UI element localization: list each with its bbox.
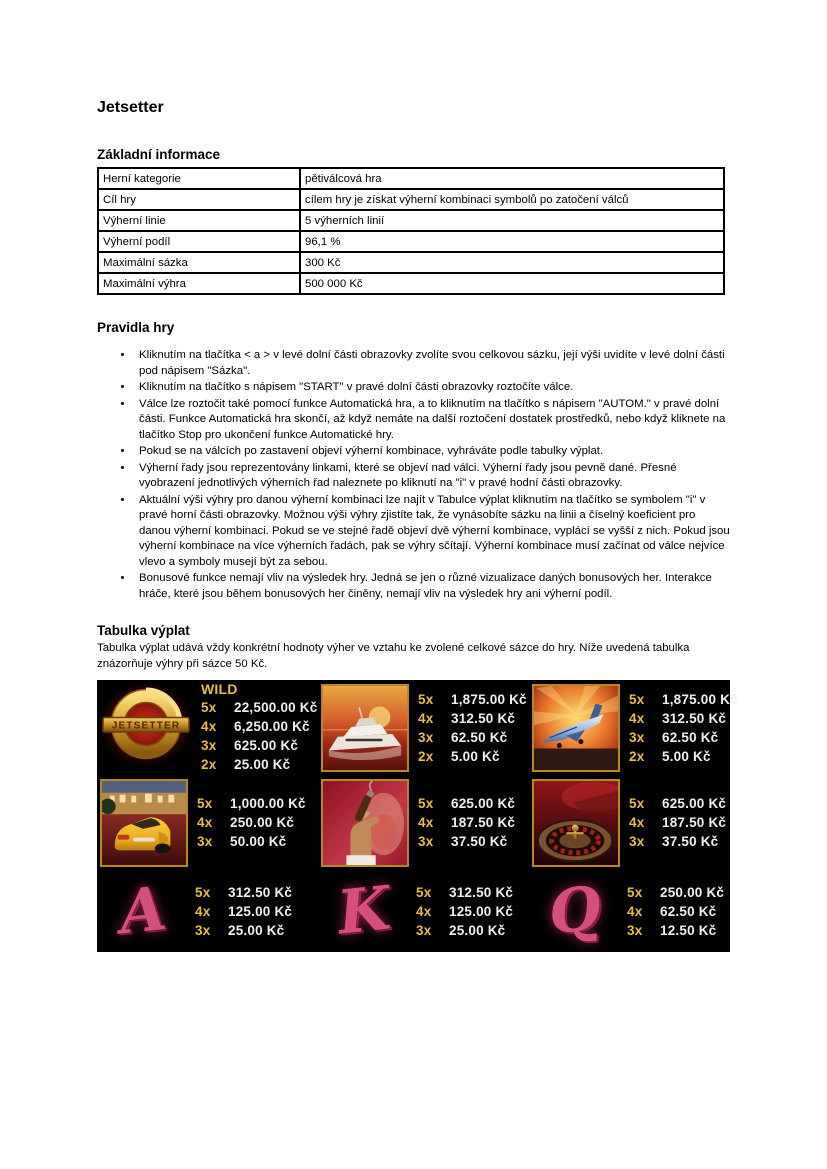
payout-multiplier: 4x: [197, 815, 213, 830]
payout-multiplier: 3x: [195, 922, 211, 938]
payout-value: 37.50 Kč: [662, 834, 719, 849]
payout-line: [627, 921, 724, 940]
payout-value: 50.00 Kč: [230, 834, 287, 849]
table-row: [98, 231, 724, 252]
payout-multiplier: 4x: [418, 710, 434, 726]
payout-multiplier: 4x: [195, 903, 211, 919]
paytable-cell-wild: [97, 680, 318, 775]
info-value: 300 Kč: [300, 252, 724, 273]
rule-item: • Výherní řady jsou reprezentovány linkami, které se objeví nad válci. Výherní řady jsou pevně dané. Přesné vyobrazení jednotlivých výherních řad naleznete po kliknutí na "i" v pravé hodní části obrazovky.: [134, 461, 730, 492]
wild-label: WILD: [201, 681, 238, 697]
payout-value: 12.50 Kč: [660, 922, 717, 938]
payout-multiplier: 3x: [197, 834, 213, 849]
payout-value: 62.50 Kč: [662, 729, 719, 745]
letter-a-payouts: [195, 883, 292, 940]
payout-line: [629, 747, 738, 766]
payout-value: 37.50 Kč: [451, 834, 508, 849]
paytable-panel: [97, 680, 738, 952]
payout-line: [627, 883, 724, 902]
payout-multiplier: 4x: [629, 710, 645, 726]
payout-line: [418, 728, 527, 747]
payout-multiplier: 4x: [629, 815, 645, 830]
payout-value: 625.00 Kč: [451, 796, 516, 811]
payout-line: [195, 902, 292, 921]
payout-line: [629, 728, 738, 747]
payout-value: 1,875.00 Kč: [451, 691, 527, 707]
payout-multiplier: 3x: [201, 738, 217, 753]
rule-item: • Kliknutím na tlačítka < a > v levé dolní části obrazovky zvolíte svou celkovou sázku, její výši uvidíte v levé dolní části pod nápisem "Sázka".: [134, 348, 730, 379]
payout-line: [201, 717, 317, 736]
page-title: Jetsetter: [97, 99, 164, 116]
paytable-heading: Tabulka výplat: [97, 623, 190, 638]
payout-multiplier: 5x: [416, 884, 432, 900]
payout-multiplier: 5x: [418, 691, 434, 707]
payout-value: 250.00 Kč: [230, 815, 295, 830]
info-value: 96,1 %: [300, 231, 724, 252]
paytable-cell-roulette: [519, 775, 730, 870]
table-row: [98, 210, 724, 231]
payout-value: 5.00 Kč: [662, 748, 711, 764]
payout-multiplier: 3x: [629, 834, 645, 849]
table-row: [98, 189, 724, 210]
payout-line: [627, 902, 724, 921]
info-label: Maximální sázka: [98, 252, 300, 273]
info-label: Maximální výhra: [98, 273, 300, 294]
info-label: Výherní podíl: [98, 231, 300, 252]
letter-k-symbol: K: [334, 873, 394, 949]
payout-line: [416, 883, 513, 902]
payout-line: [418, 747, 527, 766]
payout-value: 187.50 Kč: [451, 815, 516, 830]
payout-multiplier: 5x: [629, 691, 645, 707]
payout-multiplier: 3x: [418, 729, 434, 745]
payout-line: [197, 794, 306, 813]
paytable-cell-letter-q: [519, 870, 730, 952]
payout-line: [629, 832, 726, 851]
payout-value: 312.50 Kč: [449, 884, 514, 900]
payout-value: 625.00 Kč: [662, 796, 727, 811]
payout-multiplier: 3x: [418, 834, 434, 849]
rules-section: [97, 320, 730, 602]
paytable-cell-cigar: [308, 775, 519, 870]
wild-jetsetter-logo-icon: [100, 684, 192, 772]
info-label: Výherní linie: [98, 210, 300, 231]
paytable-cell-sports-car: [97, 775, 308, 870]
payout-multiplier: 2x: [201, 757, 217, 772]
payout-line: [418, 794, 515, 813]
payout-value: 1,000.00 Kč: [230, 796, 306, 811]
payout-value: 125.00 Kč: [228, 903, 293, 919]
private-jet-payouts: [629, 690, 738, 766]
rule-item: • Kliknutím na tlačítko s nápisem "START" v pravé dolní části obrazovky roztočíte válce.: [134, 380, 730, 396]
paytable-cell-letter-a: [97, 870, 308, 952]
letter-a-symbol: A: [116, 873, 170, 949]
cigar-hand-symbol-icon: [321, 779, 409, 867]
payout-multiplier: 3x: [629, 729, 645, 745]
payout-line: [418, 813, 515, 832]
payout-value: 250.00 Kč: [660, 884, 725, 900]
yacht-payouts: [418, 690, 527, 766]
info-value: cílem hry je získat výherní kombinaci symbolů po zatočení válců: [300, 189, 724, 210]
payout-line: [201, 698, 317, 717]
table-row: [98, 168, 724, 189]
payout-value: 25.00 Kč: [449, 922, 506, 938]
payout-value: 62.50 Kč: [451, 729, 508, 745]
payout-value: 312.50 Kč: [662, 710, 727, 726]
info-label: Cíl hry: [98, 189, 300, 210]
payout-value: 62.50 Kč: [660, 903, 717, 919]
payout-line: [201, 736, 317, 755]
payout-multiplier: 5x: [418, 796, 434, 811]
payout-multiplier: 4x: [416, 903, 432, 919]
payout-line: [418, 709, 527, 728]
payout-value: 312.50 Kč: [228, 884, 293, 900]
roulette-payouts: [629, 794, 726, 851]
payout-multiplier: 3x: [416, 922, 432, 938]
payout-value: 5.00 Kč: [451, 748, 500, 764]
payout-multiplier: 4x: [418, 815, 434, 830]
payout-value: 1,875.00 Kč: [662, 691, 738, 707]
svg-text:JETSETTER: JETSETTER: [111, 720, 181, 731]
table-row: [98, 273, 724, 294]
yacht-symbol-icon: [321, 684, 409, 772]
letter-q-symbol: Q: [545, 873, 605, 949]
payout-value: 187.50 Kč: [662, 815, 727, 830]
payout-line: [629, 794, 726, 813]
private-jet-symbol-icon: [532, 684, 620, 772]
payout-multiplier: 5x: [197, 796, 213, 811]
payout-multiplier: 5x: [629, 796, 645, 811]
payout-value: 312.50 Kč: [451, 710, 516, 726]
sports-car-payouts: [197, 794, 306, 851]
payout-line: [629, 709, 738, 728]
payout-line: [629, 813, 726, 832]
payout-value: 625.00 Kč: [234, 738, 299, 753]
info-value: 5 výherních linií: [300, 210, 724, 231]
table-row: [98, 252, 724, 273]
payout-multiplier: 5x: [195, 884, 211, 900]
paytable-intro: Tabulka výplat udává vždy konkrétní hodnoty výher ve vztahu ke zvolené celkové sázce do hry. Níže uvedená tabulka znázorňuje výhry při sázce 50 Kč.: [97, 642, 690, 670]
letter-q-payouts: [627, 883, 724, 940]
roulette-symbol-icon: [532, 779, 620, 867]
payout-multiplier: 5x: [201, 700, 217, 715]
basic-info-heading: Základní informace: [97, 147, 221, 162]
payout-multiplier: 4x: [627, 903, 643, 919]
wild-payouts: [201, 681, 317, 774]
payout-multiplier: 2x: [418, 748, 434, 764]
payout-line: [201, 755, 317, 774]
payout-line: [195, 921, 292, 940]
info-value: 500 000 Kč: [300, 273, 724, 294]
payout-line: [629, 690, 738, 709]
payout-value: 25.00 Kč: [228, 922, 285, 938]
payout-line: [418, 690, 527, 709]
rules-heading: Pravidla hry: [97, 320, 175, 335]
payout-line: [195, 883, 292, 902]
payout-line: [197, 832, 306, 851]
info-value: pětiválcová hra: [300, 168, 724, 189]
paytable-cell-yacht: [308, 680, 527, 775]
payout-line: [416, 902, 513, 921]
info-label: Herní kategorie: [98, 168, 300, 189]
paytable-cell-private-jet: [519, 680, 738, 775]
basic-info-section: [97, 147, 730, 295]
payout-value: 6,250.00 Kč: [234, 719, 310, 734]
letter-k-payouts: [416, 883, 513, 940]
payout-value: 22,500.00 Kč: [234, 700, 318, 715]
payout-multiplier: 3x: [627, 922, 643, 938]
paytable-section: [97, 623, 738, 952]
rule-item: • Pokud se na válcích po zastavení objeví výherní kombinace, vyhráváte podle tabulky výplat.: [134, 444, 730, 460]
payout-line: [197, 813, 306, 832]
payout-multiplier: 2x: [629, 748, 645, 764]
payout-line: [416, 921, 513, 940]
payout-value: 25.00 Kč: [234, 757, 291, 772]
payout-value: 125.00 Kč: [449, 903, 514, 919]
paytable-cell-letter-k: [308, 870, 519, 952]
sports-car-symbol-icon: [100, 779, 188, 867]
rules-list: [97, 348, 730, 602]
payout-multiplier: 5x: [627, 884, 643, 900]
payout-multiplier: 4x: [201, 719, 217, 734]
cigar-payouts: [418, 794, 515, 851]
rule-item: • Válce lze roztočit také pomocí funkce Automatická hra, a to kliknutím na tlačítko s nápisem "AUTOM." v pravé dolní části. Funkce Automatická hra skončí, až když nemáte na další roztočení dostatek prostředků, nebo když kliknete na tlačítko Stop pro ukončení funkce Automatické hry.: [134, 397, 730, 444]
rule-item: • Bonusové funkce nemají vliv na výsledek hry. Jedná se jen o různé vizualizace daných bonusových her. Interakce hráče, které jsou během bonusových her činěny, nemají vliv na výsledek hry ani výherní podíl.: [134, 571, 730, 602]
rule-item: • Aktuální výši výhry pro danou výherní kombinaci lze najít v Tabulce výplat kliknutím na tlačítko se symbolem "i" v pravé horní části obrazovky. Možnou výši výhry zjistíte tak, že vynásobíte sázku na linii a číselný koeficient pro danou výherní kombinaci. Pokud se ve stejné řadě objeví dvě výherní kombinace, vyplácí se vyšší z nich. Pokud jsou výherní kombinace na více výherních řadách, pak se výhry sčítají. Výherní kombinace musí začínat od válce nejvíce vlevo a symboly musejí být za sebou.: [134, 493, 730, 571]
payout-line: [418, 832, 515, 851]
basic-info-table: [97, 167, 725, 295]
